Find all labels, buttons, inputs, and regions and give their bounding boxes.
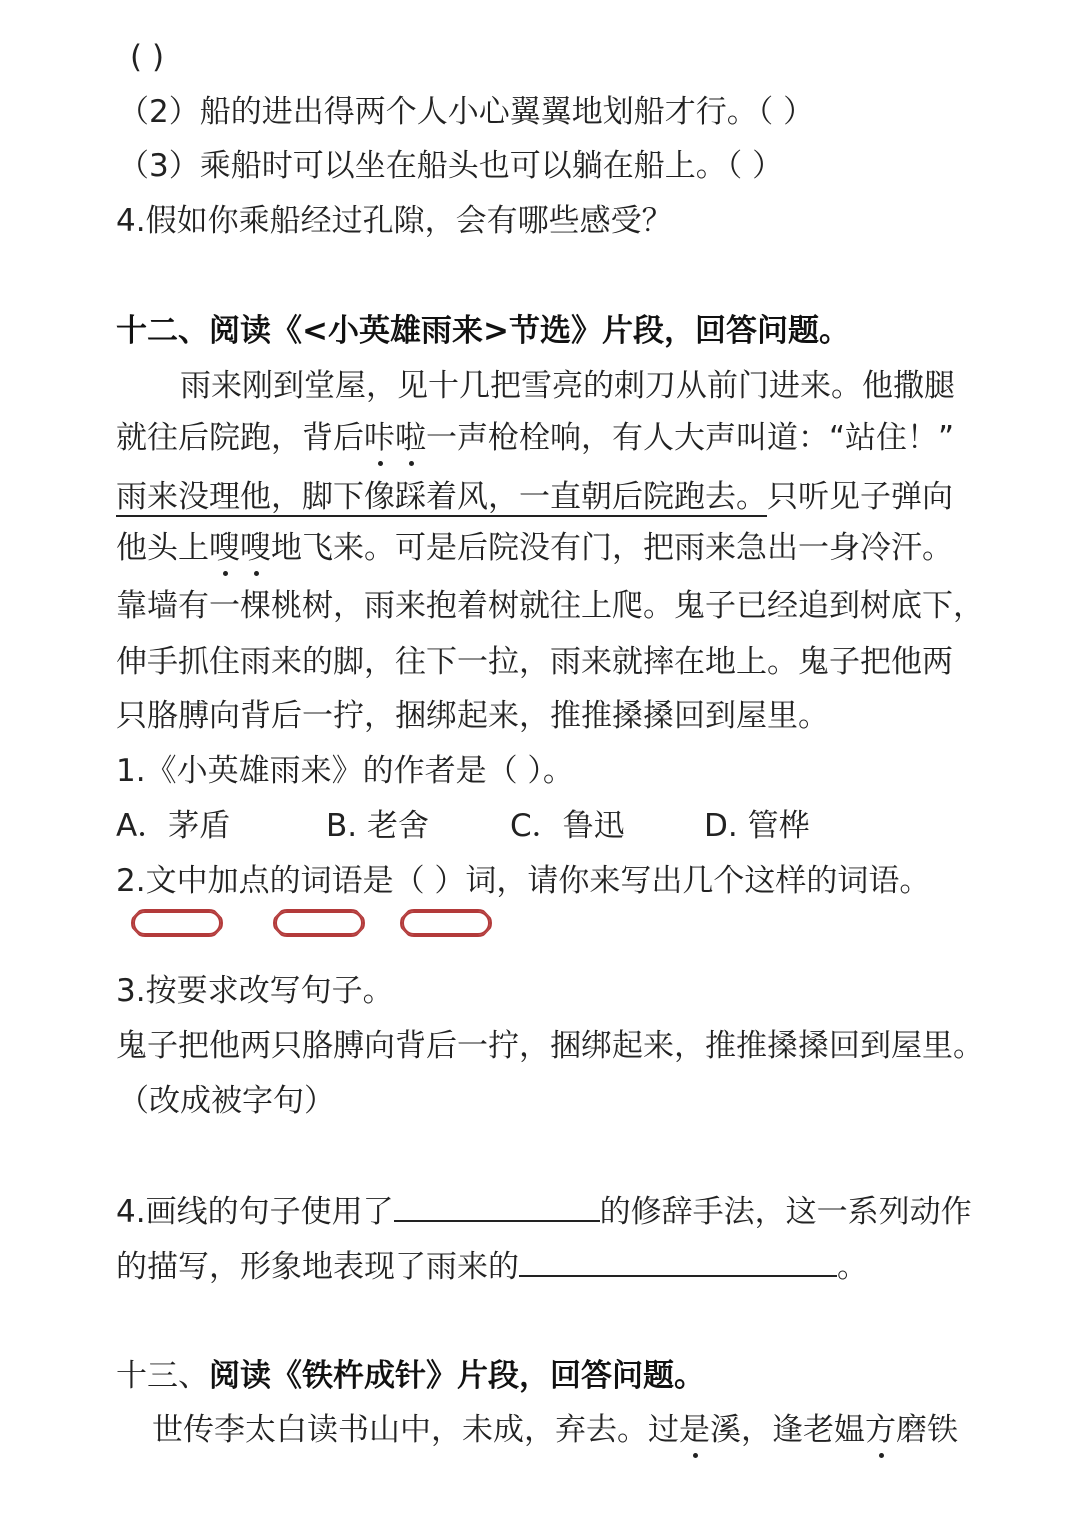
- passage-line: [116, 418, 954, 458]
- passage-line: 伸手抓住雨来的脚，往下一拉，雨来就摔在地上。鬼子把他两: [116, 644, 953, 680]
- section12-heading: 十二、阅读《<小英雄雨来>节选》片段，回答问题。: [116, 313, 850, 349]
- q12-q3-note: （改成被字句）: [118, 1083, 335, 1119]
- q12-question4-cont: [116, 1247, 868, 1287]
- answer-blank[interactable]: [394, 1192, 600, 1222]
- passage-text: 世传李太白读书山中，未成，弃去。过: [152, 1412, 679, 1448]
- section13-title: 阅读《铁杵成针》片段，回答问题。: [209, 1358, 705, 1394]
- dotted-word: 是: [679, 1412, 710, 1448]
- q12-question3: 3.按要求改写句子。: [116, 973, 394, 1009]
- q11-question4: 4.假如你乘船经过孔隙，会有哪些感受？: [116, 203, 673, 239]
- option-a: A．茅盾: [116, 808, 231, 844]
- answer-blank[interactable]: [519, 1247, 837, 1277]
- q12-question2: 2.文中加点的词语是（ ）词，请你来写出几个这样的词语。: [116, 863, 931, 899]
- q12-question1: 1.《小英雄雨来》的作者是（ ）。: [116, 753, 574, 789]
- q4-text: 的修辞手法，这一系列动作: [599, 1194, 972, 1230]
- q12-q3-sentence: 鬼子把他两只胳膊向背后一拧，捆绑起来，推推搡搡回到屋里。: [116, 1028, 984, 1064]
- q11-item3: （3）乘船时可以坐在船头也可以躺在船上。（ ）: [118, 148, 784, 184]
- q11-item1-paren: ( ): [130, 39, 165, 75]
- section13-heading: [116, 1356, 705, 1396]
- passage-line: 雨来刚到堂屋，见十几把雪亮的刺刀从前门进来。他撒腿: [180, 368, 955, 404]
- passage-text: 只听见子弹向: [767, 479, 953, 515]
- dotted-word: 嗖: [240, 530, 271, 566]
- passage-line: [116, 528, 953, 568]
- passage-text: 地飞来。可是后院没有门，把雨来急出一身冷汗。: [271, 530, 953, 566]
- passage-line: [116, 477, 953, 517]
- passage-line: [152, 1410, 958, 1450]
- answer-box[interactable]: [273, 909, 365, 937]
- dotted-word: 咔: [364, 420, 395, 456]
- dotted-word: 方: [865, 1412, 896, 1448]
- option-b: B. 老舍: [326, 808, 429, 844]
- dotted-word: 嗖: [209, 530, 240, 566]
- underlined-sentence: 雨来没理他，脚下像踩着风，一直朝后院跑去。: [116, 479, 767, 515]
- passage-text: 就往后院跑，背后: [116, 420, 364, 456]
- passage-text: 溪，逢老媪: [710, 1412, 865, 1448]
- q4-text: 。: [837, 1249, 868, 1285]
- passage-text: 磨铁: [896, 1412, 958, 1448]
- q11-item2: （2）船的进出得两个人小心翼翼地划船才行。（ ）: [118, 94, 815, 130]
- q4-text: 的描写，形象地表现了雨来的: [116, 1249, 519, 1285]
- answer-box[interactable]: [400, 909, 492, 937]
- passage-text: 他头上: [116, 530, 209, 566]
- passage-line: 只胳膊向背后一拧，捆绑起来，推推搡搡回到屋里。: [116, 698, 829, 734]
- dotted-word: 啦: [395, 420, 426, 456]
- section13-number: 十三、: [116, 1358, 209, 1394]
- answer-box[interactable]: [131, 909, 223, 937]
- passage-line: 靠墙有一棵桃树，雨来抱着树就往上爬。鬼子已经追到树底下，: [116, 588, 984, 624]
- option-c: C．鲁迅: [510, 808, 625, 844]
- passage-text: 一声枪栓响，有人大声叫道：“站住！”: [426, 420, 955, 456]
- q4-text: 4.画线的句子使用了: [116, 1194, 394, 1230]
- option-d: D. 管桦: [704, 808, 810, 844]
- q12-options: [116, 806, 810, 846]
- q12-question4: [116, 1192, 972, 1232]
